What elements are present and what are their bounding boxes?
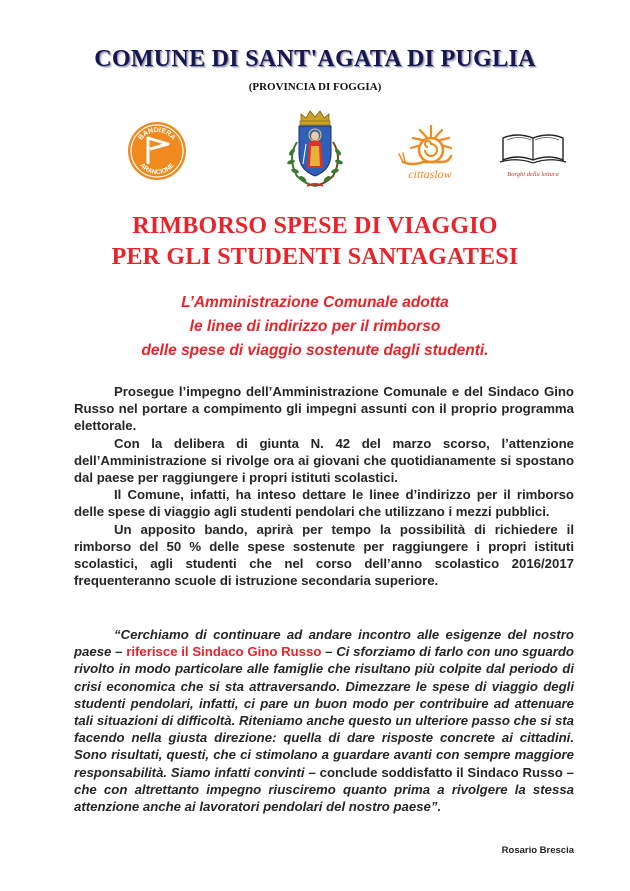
mayor-quote	[74, 626, 574, 815]
province-subtitle: (PROVINCIA DI FOGGIA)	[248, 81, 382, 93]
quote-concludes: – conclude soddisfatto il Sindaco Russo –	[304, 764, 574, 780]
bandiera-text-bottom: ARANCIONE	[138, 162, 176, 177]
cittaslow-text: cittaslow	[408, 167, 452, 181]
bandiera-arancione-logo	[126, 120, 188, 182]
main-title-line-1: RIMBORSO SPESE DI VIAGGIO	[132, 213, 498, 239]
bandiera-text-top: BANDIERA	[137, 126, 177, 142]
subtitle-line-2: le linee di indirizzo per il rimborso	[189, 318, 441, 335]
logos-row	[0, 108, 630, 194]
paragraph-4: Un apposito bando, aprirà per tempo la possibilità di richiedere il rimborso del 50 % delle spese sostenute per raggiungere i propri istituti scolastici, agli studenti che nel corso dell’anno scolastico 2016/2017 frequenteranno scuole di istruzione secondaria superiore.	[74, 521, 574, 589]
subtitle-line-1: L’Amministrazione Comunale adotta	[181, 294, 449, 311]
quote-paragraph	[74, 626, 574, 815]
author-signature: Rosario Brescia	[501, 845, 574, 856]
quote-part-3: che con altrettanto impegno riusciremo quanto prima a rivolgere la stessa attenzione anche ai lavoratori pendolari del nostro paese”.	[74, 781, 574, 815]
borghi-text: Borghi della lettura	[507, 171, 559, 178]
quote-attribution: riferisce il Sindaco Gino Russo	[126, 644, 322, 660]
coat-of-arms-logo	[273, 108, 357, 194]
subtitle-line-3: delle spese di viaggio sostenute dagli studenti.	[141, 342, 489, 359]
cittaslow-logo	[393, 122, 467, 184]
quote-part-1: “Cerchiamo di continuare ad andare incontro alle esigenze del nostro paese –	[74, 627, 574, 660]
paragraph-1: Prosegue l’impegno dell’Amministrazione Comunale e del Sindaco Gino Russo nel portare a compimento gli impegni assunti con il proprio programma elettorale.	[74, 384, 574, 434]
main-title-line-2: PER GLI STUDENTI SANTAGATESI	[111, 244, 519, 270]
borghi-della-lettura-logo	[497, 124, 569, 182]
quote-part-2: – Ci sforziamo di farlo con uno sguardo rivolto in modo particolare alle famiglie che risultano più colpite dal periodo di crisi economica che si sta attraversando. Dimezzare le spese di viaggio degli studenti pendolari, infatti, ci pare un buon modo per contribuire ad attenuare tali situazioni di difficoltà. Riteniamo anche questo un ulteriore passo che si sta facendo nella giusta direzione: quella di dare risposte concrete ai cittadini. Sono risultati, questi, che ci stimolano a guardare avanti con sempre maggiore responsabilità. Siamo infatti convinti	[74, 644, 574, 780]
article-body	[74, 383, 574, 589]
municipality-title: COMUNE DI SANT'AGATA DI PUGLIA	[94, 46, 536, 72]
paragraph-2: Con la delibera di giunta N. 42 del marzo scorso, l’attenzione dell’Amministrazione si rivolge ora ai giovani che quotidianamente si spostano dal paese per raggiungere i propri istituti scolastici.	[74, 435, 574, 486]
paragraph-3: Il Comune, infatti, ha inteso dettare le linee d’indirizzo per il rimborso delle spese di viaggio agli studenti pendolari che utilizzano i mezzi pubblici.	[74, 487, 574, 520]
